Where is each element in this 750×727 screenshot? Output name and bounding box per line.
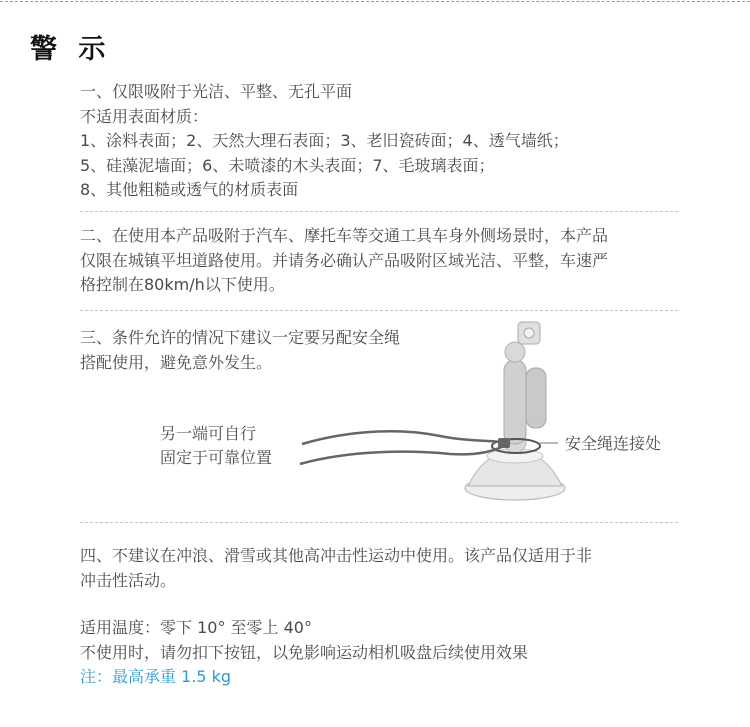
extension-arm bbox=[504, 360, 526, 444]
suction-mount-illustration bbox=[290, 310, 690, 510]
temperature-range: 适用温度：零下 10° 至零上 40° bbox=[80, 618, 312, 637]
section-1 bbox=[80, 80, 569, 203]
rope-free-end-label-line: 另一端可自行 bbox=[160, 424, 257, 443]
arm-knob bbox=[526, 368, 546, 428]
page-title: 警 示 bbox=[30, 34, 112, 65]
top-divider bbox=[0, 1, 750, 2]
section-divider bbox=[80, 522, 678, 523]
rope-free-end-label-line: 固定于可靠位置 bbox=[160, 448, 273, 467]
section-3-line: 三、条件允许的情况下建议一定要另配安全绳 bbox=[80, 328, 401, 347]
usage-notes bbox=[80, 616, 528, 690]
section-2 bbox=[80, 224, 608, 298]
mount-screw-icon bbox=[524, 328, 534, 338]
section-4-line: 四、不建议在冲浪、滑雪或其他高冲击性运动中使用。该产品仅适用于非 bbox=[80, 546, 593, 565]
rope-connection-label: 安全绳连接处 bbox=[565, 434, 662, 453]
max-load-note: 注：最高承重 1.5 kg bbox=[80, 667, 232, 686]
button-warning: 不使用时，请勿扣下按钮，以免影响运动相机吸盘后续使用效果 bbox=[80, 642, 529, 662]
section-divider bbox=[80, 211, 678, 212]
section-2-line: 二、在使用本产品吸附于汽车、摩托车等交通工具车身外侧场景时，本产品 bbox=[80, 226, 609, 245]
section-1-line: 5、硅藻泥墙面；6、未喷漆的木头表面；7、毛玻璃表面； bbox=[80, 155, 495, 175]
section-3-line: 搭配使用，避免意外发生。 bbox=[80, 352, 273, 372]
rope-free-end-label bbox=[160, 422, 272, 470]
section-4 bbox=[80, 544, 592, 593]
upper-ball-joint bbox=[505, 342, 525, 362]
section-1-line: 1、涂料表面；2、天然大理石表面；3、老旧瓷砖面；4、透气墙纸； bbox=[80, 131, 569, 150]
safety-rope-lower bbox=[300, 446, 504, 464]
section-1-line: 8、其他粗糙或透气的材质表面 bbox=[80, 180, 299, 199]
section-1-line: 一、仅限吸附于光洁、平整、无孔平面 bbox=[80, 82, 353, 101]
section-2-line: 格控制在80km/h以下使用。 bbox=[80, 275, 285, 294]
section-4-line: 冲击性活动。 bbox=[80, 570, 177, 590]
section-1-line: 不适用表面材质： bbox=[80, 106, 209, 126]
safety-rope-upper bbox=[302, 431, 500, 444]
section-2-line: 仅限在城镇平坦道路使用。并请务必确认产品吸附区域光洁、平整，车速严 bbox=[80, 250, 609, 270]
